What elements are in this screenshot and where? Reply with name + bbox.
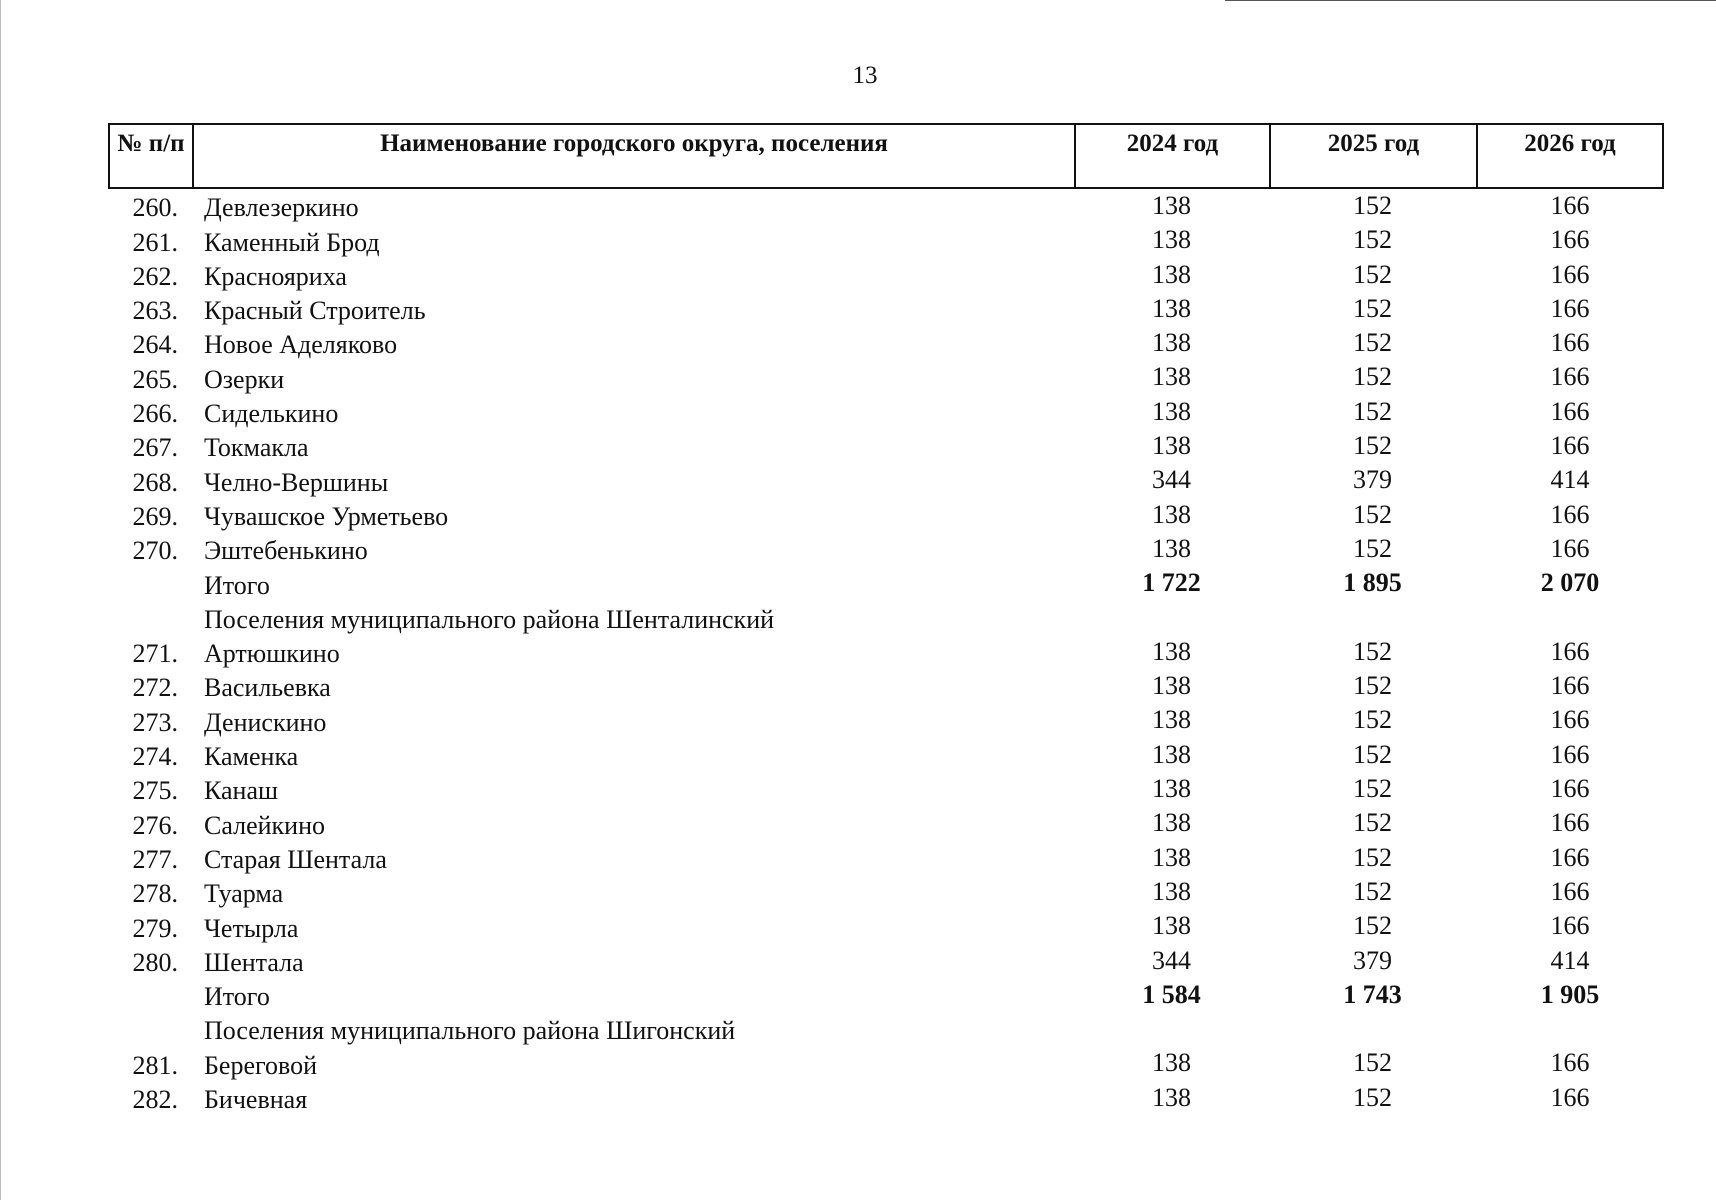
table-header: [108, 123, 1664, 189]
table-row: [108, 807, 1664, 841]
value-2024: 138: [1152, 876, 1191, 906]
row-name: Денискино: [204, 707, 327, 737]
value-2024: 138: [1152, 225, 1191, 255]
value-2024: 138: [1152, 705, 1191, 735]
row-name: Канаш: [204, 776, 279, 806]
row-number: 282.: [132, 1085, 178, 1115]
value-2026: 166: [1550, 362, 1590, 392]
value-2024: 138: [1152, 1082, 1191, 1112]
table-row: [108, 670, 1664, 704]
value-2024: 1 584: [1142, 979, 1201, 1009]
header-year-2026: 2026 год: [1524, 130, 1616, 157]
row-name: Поселения муниципального района Шигонский: [204, 1016, 736, 1046]
row-name: Салейкино: [204, 810, 325, 840]
value-2024: 138: [1152, 808, 1191, 838]
value-2025: 152: [1353, 533, 1392, 563]
value-2025: 379: [1353, 945, 1392, 975]
row-name: Старая Шентала: [204, 844, 387, 874]
row-number: 261.: [132, 227, 178, 257]
value-2026: 166: [1550, 705, 1590, 735]
value-2026: 166: [1550, 1048, 1590, 1078]
row-number: 280.: [132, 947, 178, 977]
row-number: 268.: [132, 467, 178, 497]
value-2025: 152: [1353, 225, 1392, 255]
table-row: [108, 910, 1664, 944]
value-2025: 152: [1353, 499, 1392, 529]
table-row: [108, 567, 1664, 601]
row-name: Чувашское Урметьево: [204, 501, 449, 531]
value-2025: 152: [1353, 328, 1392, 358]
value-2025: 152: [1353, 774, 1392, 804]
row-number: 271.: [132, 639, 178, 669]
table-row: [108, 945, 1664, 979]
value-2025: 152: [1353, 911, 1392, 941]
value-2026: 414: [1550, 465, 1590, 495]
header-name: Наименование городского округа, поселения: [194, 125, 1076, 187]
value-2025: 1 743: [1343, 979, 1402, 1009]
header-number: № п/п: [110, 125, 194, 187]
value-2025: 152: [1353, 191, 1392, 220]
value-2025: 152: [1353, 259, 1392, 289]
scan-edge-top: [1225, 0, 1716, 1]
row-name: Итого: [204, 982, 270, 1012]
row-name: Токмакла: [204, 433, 309, 463]
table-row: [108, 704, 1664, 738]
row-name: Артюшкино: [204, 639, 340, 669]
value-2026: 166: [1550, 225, 1590, 255]
page-number: 13: [852, 62, 878, 89]
value-2024: 138: [1152, 842, 1191, 872]
value-2025: 152: [1353, 362, 1392, 392]
row-name: Четырла: [204, 913, 299, 943]
row-name: Сиделькино: [204, 399, 339, 429]
row-name: Васильевка: [204, 673, 331, 703]
row-number: 267.: [132, 433, 178, 463]
row-name: Береговой: [204, 1050, 318, 1080]
row-number: 275.: [132, 776, 178, 806]
row-number: 269.: [132, 501, 178, 531]
table-row: [108, 979, 1664, 1013]
value-2026: 166: [1550, 533, 1590, 563]
value-2024: 138: [1152, 533, 1191, 563]
row-number: 265.: [132, 364, 178, 394]
value-2026: 414: [1550, 945, 1590, 975]
row-number: 278.: [132, 879, 178, 909]
row-number: 281.: [132, 1050, 178, 1080]
row-number: 266.: [132, 399, 178, 429]
value-2026: 166: [1550, 774, 1590, 804]
value-2026: 166: [1550, 671, 1590, 701]
row-number: 273.: [132, 707, 178, 737]
value-2024: 138: [1152, 293, 1191, 323]
value-2025: 152: [1353, 842, 1392, 872]
value-2025: 379: [1353, 465, 1392, 495]
table-row: [108, 636, 1664, 670]
table-row: [108, 499, 1664, 533]
table-row: [108, 533, 1664, 567]
value-2026: 2 070: [1540, 568, 1600, 598]
value-2025: 1 895: [1343, 568, 1402, 598]
row-name: Каменка: [204, 742, 299, 772]
value-2026: 166: [1550, 911, 1590, 941]
value-2024: 138: [1152, 499, 1191, 529]
table-row: [108, 1013, 1664, 1047]
value-2025: 152: [1353, 1048, 1392, 1078]
header-year-2025: 2025 год: [1271, 125, 1478, 187]
row-number: 274.: [132, 742, 178, 772]
row-number: 279.: [132, 913, 178, 943]
value-2024: 138: [1152, 774, 1191, 804]
value-2026: 166: [1550, 431, 1590, 461]
value-2024: 344: [1152, 465, 1191, 495]
row-name: Эштебенькино: [204, 536, 368, 566]
table-row: [108, 876, 1664, 910]
value-2026: 166: [1550, 328, 1590, 358]
value-2026: 166: [1550, 191, 1590, 220]
value-2026: 166: [1550, 499, 1590, 529]
row-number: 270.: [132, 536, 178, 566]
value-2024: 138: [1152, 362, 1191, 392]
table-row: [108, 327, 1664, 361]
value-2025: 152: [1353, 636, 1392, 666]
value-2024: 138: [1152, 328, 1191, 358]
value-2025: 152: [1353, 293, 1392, 323]
header-year-2024: 2024 год: [1076, 125, 1271, 187]
value-2025: 152: [1353, 808, 1392, 838]
value-2025: 152: [1353, 876, 1392, 906]
value-2024: 138: [1152, 191, 1191, 220]
value-2024: 138: [1152, 739, 1191, 769]
row-name: Челно-Вершины: [204, 467, 389, 497]
value-2025: 152: [1353, 671, 1392, 701]
row-name: Краснояриха: [204, 261, 347, 291]
row-name: Итого: [204, 570, 270, 600]
row-number: 260.: [132, 193, 178, 223]
row-name: Красный Строитель: [204, 296, 426, 326]
value-2024: 138: [1152, 671, 1191, 701]
value-2024: 138: [1152, 911, 1191, 941]
value-2025: 152: [1353, 396, 1392, 426]
row-name: Девлезеркино: [204, 193, 359, 223]
row-name: Озерки: [204, 364, 285, 394]
row-number: 264.: [132, 330, 178, 360]
table-row: [108, 396, 1664, 430]
row-name: Шентала: [204, 947, 304, 977]
table-row: [108, 773, 1664, 807]
value-2026: 166: [1550, 842, 1590, 872]
table-row: [108, 842, 1664, 876]
value-2026: 166: [1550, 1082, 1590, 1112]
table-row: [108, 739, 1664, 773]
table-body: [108, 190, 1664, 1116]
value-2026: 166: [1550, 636, 1590, 666]
row-number: 263.: [132, 296, 178, 326]
value-2026: 166: [1550, 396, 1590, 426]
table-row: [108, 361, 1664, 395]
value-2024: 138: [1152, 636, 1191, 666]
table-row: [108, 464, 1664, 498]
value-2024: 138: [1152, 396, 1191, 426]
value-2025: 152: [1353, 1082, 1392, 1112]
row-name: Каменный Брод: [204, 227, 380, 257]
value-2026: 166: [1550, 808, 1590, 838]
scan-edge-left: [0, 0, 1, 1200]
value-2026: 166: [1550, 293, 1590, 323]
value-2024: 138: [1152, 431, 1191, 461]
value-2026: 166: [1550, 876, 1590, 906]
row-name: Новое Аделяково: [204, 330, 398, 360]
row-name: Бичевная: [204, 1085, 308, 1115]
table-row: [108, 430, 1664, 464]
value-2026: 1 905: [1540, 979, 1600, 1009]
value-2026: 166: [1550, 739, 1590, 769]
value-2024: 344: [1152, 945, 1191, 975]
value-2024: 138: [1152, 259, 1191, 289]
table-row: [108, 224, 1664, 258]
table-row: [108, 259, 1664, 293]
value-2026: 166: [1550, 259, 1590, 289]
value-2025: 152: [1353, 705, 1392, 735]
row-number: 272.: [132, 673, 178, 703]
value-2025: 152: [1353, 739, 1392, 769]
row-number: 277.: [132, 844, 178, 874]
value-2024: 1 722: [1142, 568, 1201, 598]
table-row: [108, 602, 1664, 636]
table-row: [108, 293, 1664, 327]
table-row: [108, 190, 1664, 224]
value-2024: 138: [1152, 1048, 1191, 1078]
row-name: Поселения муниципального района Шенталинский: [204, 604, 775, 634]
row-number: 276.: [132, 810, 178, 840]
row-number: 262.: [132, 261, 178, 291]
table-row: [108, 1047, 1664, 1081]
table-row: [108, 1082, 1664, 1116]
row-name: Туарма: [204, 879, 284, 909]
value-2025: 152: [1353, 431, 1392, 461]
